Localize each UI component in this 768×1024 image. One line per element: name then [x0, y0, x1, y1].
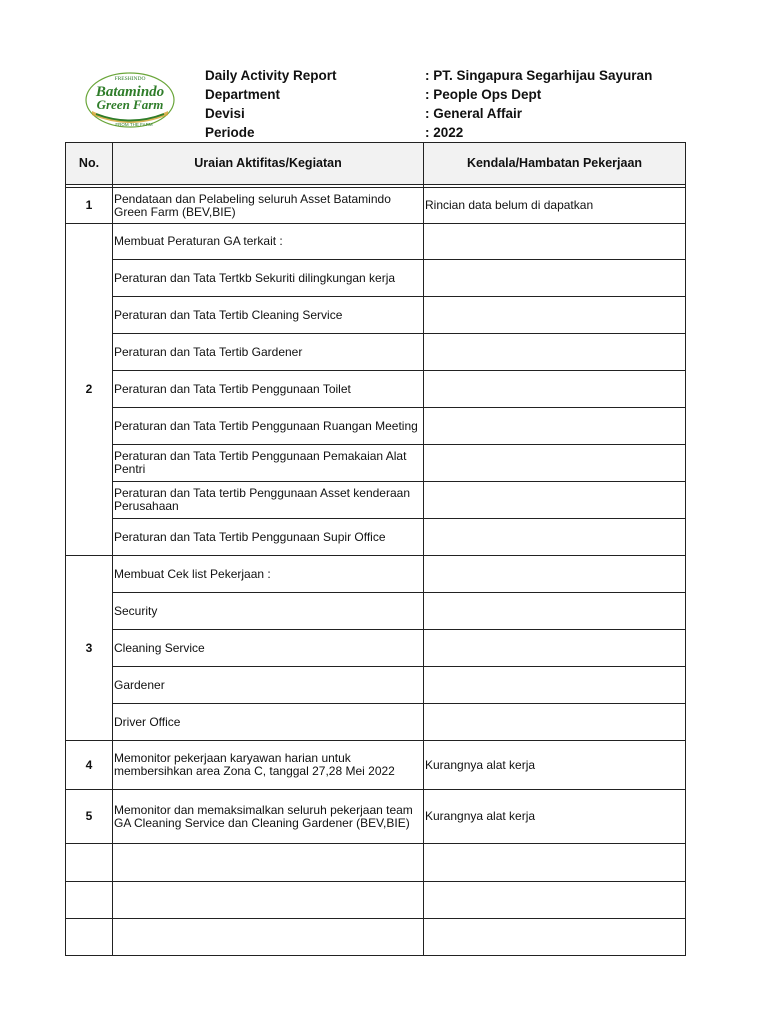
table-row: [66, 224, 686, 260]
activity-cell: Peraturan dan Tata tertib Penggunaan Asset kenderaan Perusahaan: [113, 482, 424, 519]
col-header-activity: Uraian Aktifitas/Kegiatan: [113, 143, 424, 185]
row-number: 5: [66, 790, 113, 844]
activity-cell: [113, 882, 424, 919]
table-row: [66, 667, 686, 704]
row-number: [66, 919, 113, 956]
kendala-cell: Kurangnya alat kerja: [424, 741, 686, 790]
kendala-cell: Kurangnya alat kerja: [424, 790, 686, 844]
table-row: [66, 188, 686, 224]
row-number: 1: [66, 188, 113, 224]
activity-cell: [113, 919, 424, 956]
kendala-cell: [424, 297, 686, 334]
kendala-cell: [424, 593, 686, 630]
table-row: [66, 844, 686, 882]
table-row: [66, 556, 686, 593]
header-value: : PT. Singapura Segarhijau Sayuran: [425, 68, 653, 83]
kendala-cell: [424, 704, 686, 741]
row-number: 2: [66, 224, 113, 556]
table-row: [66, 741, 686, 790]
header-label: Daily Activity Report: [205, 68, 337, 83]
kendala-cell: [424, 882, 686, 919]
kendala-cell: [424, 224, 686, 260]
row-number: 3: [66, 556, 113, 741]
table-row: [66, 630, 686, 667]
kendala-cell: [424, 260, 686, 297]
header-label: Department: [205, 87, 281, 102]
activity-cell: Peraturan dan Tata Tertib Penggunaan Ruangan Meeting: [113, 408, 424, 445]
activity-cell: Security: [113, 593, 424, 630]
table-row: [66, 790, 686, 844]
activity-cell: Membuat Peraturan GA terkait :: [113, 224, 424, 260]
header-value: : People Ops Dept: [425, 87, 542, 102]
activity-cell: Membuat Cek list Pekerjaan :: [113, 556, 424, 593]
table-row: [66, 260, 686, 297]
kendala-cell: [424, 445, 686, 482]
table-row: [66, 445, 686, 482]
header-label: Periode: [205, 125, 255, 140]
kendala-cell: Rincian data belum di dapatkan: [424, 188, 686, 224]
kendala-cell: [424, 334, 686, 371]
header-value: : General Affair: [425, 106, 523, 121]
logo-line2: Green Farm: [96, 97, 164, 112]
activity-cell: Peraturan dan Tata Tertib Penggunaan Pemakaian Alat Pentri: [113, 445, 424, 482]
table-row: [66, 919, 686, 956]
logo-top-text: FRESHINDO: [114, 76, 146, 82]
table-row: [66, 593, 686, 630]
table-row: [66, 519, 686, 556]
row-number: [66, 882, 113, 919]
activity-cell: Peraturan dan Tata Tertkb Sekuriti dilingkungan kerja: [113, 260, 424, 297]
col-header-kendala: Kendala/Hambatan Pekerjaan: [424, 143, 686, 185]
header-value: : 2022: [425, 125, 464, 140]
col-header-no: No.: [66, 143, 113, 185]
kendala-cell: [424, 919, 686, 956]
logo-graphic: [74, 71, 186, 129]
activity-cell: Peraturan dan Tata Tertib Penggunaan Toilet: [113, 371, 424, 408]
activity-cell: Peraturan dan Tata Tertib Gardener: [113, 334, 424, 371]
table-row: [66, 371, 686, 408]
kendala-cell: [424, 408, 686, 445]
activity-table: [65, 142, 686, 956]
table-row: [66, 297, 686, 334]
activity-cell: Memonitor dan memaksimalkan seluruh pekerjaan team GA Cleaning Service dan Cleaning Gardener (BEV,BIE): [113, 790, 424, 844]
kendala-cell: [424, 371, 686, 408]
table-row: [66, 704, 686, 741]
activity-cell: Gardener: [113, 667, 424, 704]
kendala-cell: [424, 667, 686, 704]
row-number: 4: [66, 741, 113, 790]
table-row: [66, 882, 686, 919]
kendala-cell: [424, 844, 686, 882]
activity-cell: Memonitor pekerjaan karyawan harian untuk membersihkan area Zona C, tanggal 27,28 Mei 2022: [113, 741, 424, 790]
row-number: [66, 844, 113, 882]
kendala-cell: [424, 482, 686, 519]
activity-cell: Peraturan dan Tata Tertib Cleaning Service: [113, 297, 424, 334]
activity-cell: Peraturan dan Tata Tertib Penggunaan Supir Office: [113, 519, 424, 556]
header-label: Devisi: [205, 106, 245, 121]
kendala-cell: [424, 556, 686, 593]
kendala-cell: [424, 519, 686, 556]
table-row: [66, 334, 686, 371]
activity-cell: Cleaning Service: [113, 630, 424, 667]
logo-bottom-text: FROM THE FARM: [115, 122, 153, 127]
logo-line1: Batamindo: [95, 84, 165, 100]
activity-cell: Pendataan dan Pelabeling seluruh Asset Batamindo Green Farm (BEV,BIE): [113, 188, 424, 224]
company-logo: [74, 71, 186, 129]
kendala-cell: [424, 630, 686, 667]
table-header-row: [66, 143, 686, 185]
table-row: [66, 482, 686, 519]
table-row: [66, 408, 686, 445]
activity-cell: [113, 844, 424, 882]
activity-cell: Driver Office: [113, 704, 424, 741]
